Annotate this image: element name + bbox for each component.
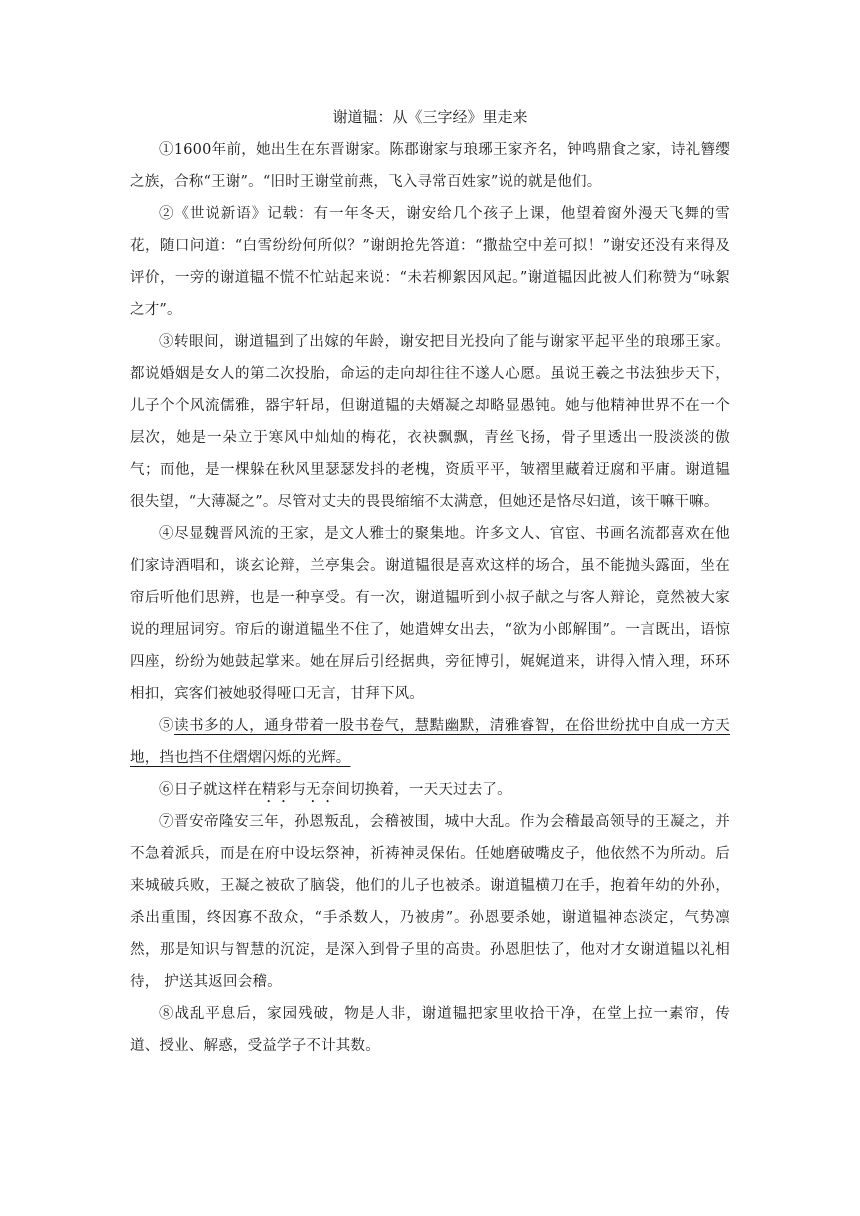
emphasized-word-jingcai: 精彩 [261, 782, 292, 798]
paragraph-1: ①1600年前，她出生在东晋谢家。陈郡谢家与琅琊王家齐名，钟鸣鼎食之家，诗礼簪缨之族，合称“王谢”。“旧时王谢堂前燕，飞入寻常百姓家”说的就是他们。 [130, 142, 730, 190]
paragraph-3: ③转眼间，谢道韫到了出嫁的年龄，谢安把目光投向了能与谢家平起平坐的琅琊王家。都说婚姻是女人的第二次投胎，命运的走向却往往不遂人心愿。虽说王羲之书法独步天下，儿子个个风流儒雅，器宇轩昂，但谢道韫的夫婿凝之却略显愚钝。她与他精神世界不在一个层次，她是一朵立于寒风中灿灿的梅花，衣袂飘飘，青丝飞扬，骨子里透出一股淡淡的傲气；而他，是一棵躲在秋风里瑟瑟发抖的老槐，资质平平，皱褶里藏着迂腐和平庸。谢道韫很失望，“大薄凝之”。尽管对丈夫的畏畏缩缩不太满意，但她还是恪尽妇道，该干嘛干嘛。 [130, 334, 730, 510]
paragraph-6-before: ⑥日子就这样在 [159, 782, 262, 798]
paragraph-6 [130, 774, 730, 806]
paragraph-6-mid: 与 [291, 782, 307, 798]
document-page [130, 100, 730, 1062]
paragraph-4: ④尽显魏晋风流的王家，是文人雅士的聚集地。许多文人、官宦、书画名流都喜欢在他们家诗酒唱和，谈玄论辩，兰亭集会。谢道韫很是喜欢这样的场合，虽不能抛头露面，坐在帘后听他们思辨，也是一种享受。有一次，谢道韫听到小叔子献之与客人辩论，竟然被大家说的理屈词穷。帘后的谢道韫坐不住了，她遣婢女出去，“欲为小郎解围”。一言既出，语惊四座，纷纷为她鼓起掌来。她在屏后引经据典，旁征博引，娓娓道来，讲得入情入理，环环相扣，宾客们被她驳得哑口无言，甘拜下风。 [130, 526, 730, 702]
paragraph-5-number: ⑤ [159, 718, 175, 734]
paragraph-2: ②《世说新语》记载：有一年冬天，谢安给几个孩子上课，他望着窗外漫天飞舞的雪花，随口问道：“白雪纷纷何所似？”谢朗抢先答道：“撒盐空中差可拟！”谢安还没有来得及评价，一旁的谢道韫不慌不忙站起来说：“未若柳絮因风起。”谢道韫因此被人们称赞为“咏絮之才”。 [130, 206, 730, 318]
paragraph-7: ⑦晋安帝隆安三年，孙恩叛乱，会稽被围，城中大乱。作为会稽最高领导的王凝之，并不急着派兵，而是在府中设坛祭神，祈祷神灵保佑。任她磨破嘴皮子，他依然不为所动。后来城破兵败，王凝之被砍了脑袋，他们的儿子也被杀。谢道韫横刀在手，抱着年幼的外孙，杀出重围，终因寡不敌众，“手杀数人，乃被虏”。孙恩要杀她，谢道韫神态淡定，气势凛然，那是知识与智慧的沉淀，是深入到骨子里的高贵。孙恩胆怯了，他对才女谢道韫以礼相待， 护送其返回会稽。 [130, 814, 730, 990]
article-title: 谢道韫：从《三字经》里走来 [332, 108, 528, 126]
paragraph-5 [130, 710, 730, 774]
emphasized-word-wunai: 无奈 [306, 782, 336, 798]
paragraph-8: ⑧战乱平息后，家园残破，物是人非，谢道韫把家里收拾干净，在堂上拉一素帘，传道、授业、解惑，受益学子不计其数。 [130, 1006, 730, 1054]
underlined-sentence: 读书多的人，通身带着一股书卷气，慧黠幽默，清雅睿智，在俗世纷扰中自成一方天地，挡也挡不住熠熠闪烁的光辉。 [130, 718, 730, 766]
paragraph-6-after: 间切换着，一天天过去了。 [335, 782, 512, 798]
